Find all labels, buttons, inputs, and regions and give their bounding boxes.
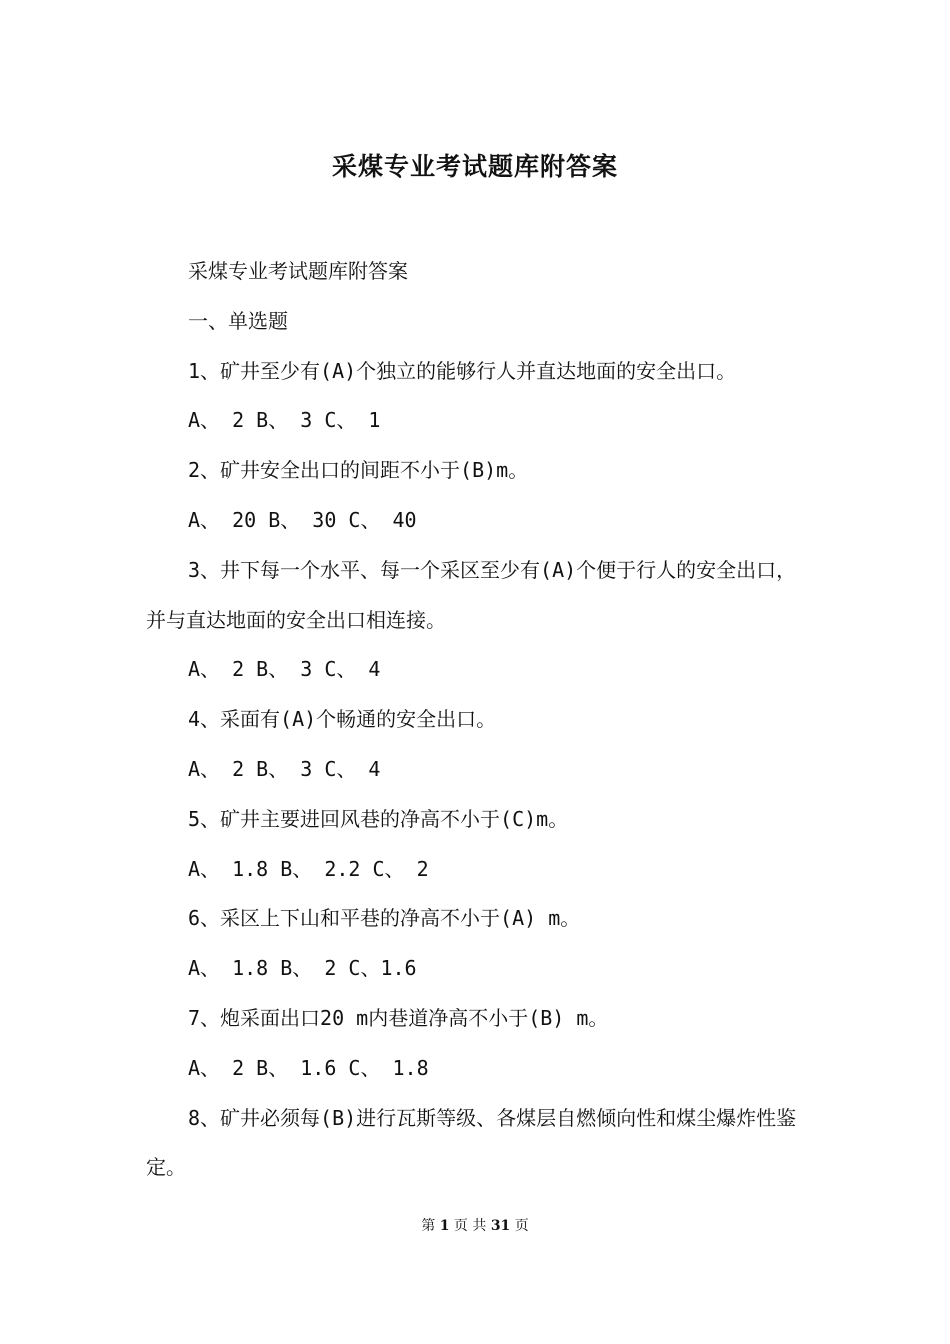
question-7: 7、炮采面出口20 m内巷道净高不小于(B) m。 [188, 1005, 609, 1030]
options-6: A、 1.8 B、 2 C、1.6 [188, 956, 417, 981]
question-8: 8、矿井必须每(B)进行瓦斯等级、各煤层自燃倾向性和煤尘爆炸性鉴定。 [146, 1105, 797, 1180]
question-5: 5、矿井主要进回风巷的净高不小于(C)m。 [188, 806, 569, 831]
page-footer [0, 1216, 950, 1236]
question-3: 3、井下每一个水平、每一个采区至少有(A)个便于行人的安全出口，并与直达地面的安全出口相连接。 [146, 557, 797, 632]
question-2: 2、矿井安全出口的间距不小于(B)m。 [188, 458, 529, 483]
footer-suffix: 页 [514, 1218, 529, 1234]
options-3: A、 2 B、 3 C、 4 [188, 657, 381, 682]
footer-prefix: 第 [421, 1218, 436, 1234]
footer-current-page: 1 [439, 1218, 450, 1234]
document-body [146, 247, 810, 1193]
footer-middle: 页 共 [453, 1218, 487, 1234]
question-1: 1、矿井至少有(A)个独立的能够行人并直达地面的安全出口。 [188, 358, 737, 383]
footer-total-pages: 31 [490, 1218, 511, 1234]
options-2: A、 20 B、 30 C、 40 [188, 507, 417, 532]
section-heading: 一、单选题 [188, 308, 288, 333]
options-1: A、 2 B、 3 C、 1 [188, 408, 381, 433]
question-6: 6、采区上下山和平巷的净高不小于(A) m。 [188, 906, 581, 931]
paragraph-subtitle: 采煤专业考试题库附答案 [188, 259, 408, 283]
options-4: A、 2 B、 3 C、 4 [188, 756, 381, 781]
question-4: 4、采面有(A)个畅通的安全出口。 [188, 707, 497, 732]
options-7: A、 2 B、 1.6 C、 1.8 [188, 1055, 429, 1080]
document-title: 采煤专业考试题库附答案 [331, 152, 618, 181]
options-5: A、 1.8 B、 2.2 C、 2 [188, 856, 429, 881]
